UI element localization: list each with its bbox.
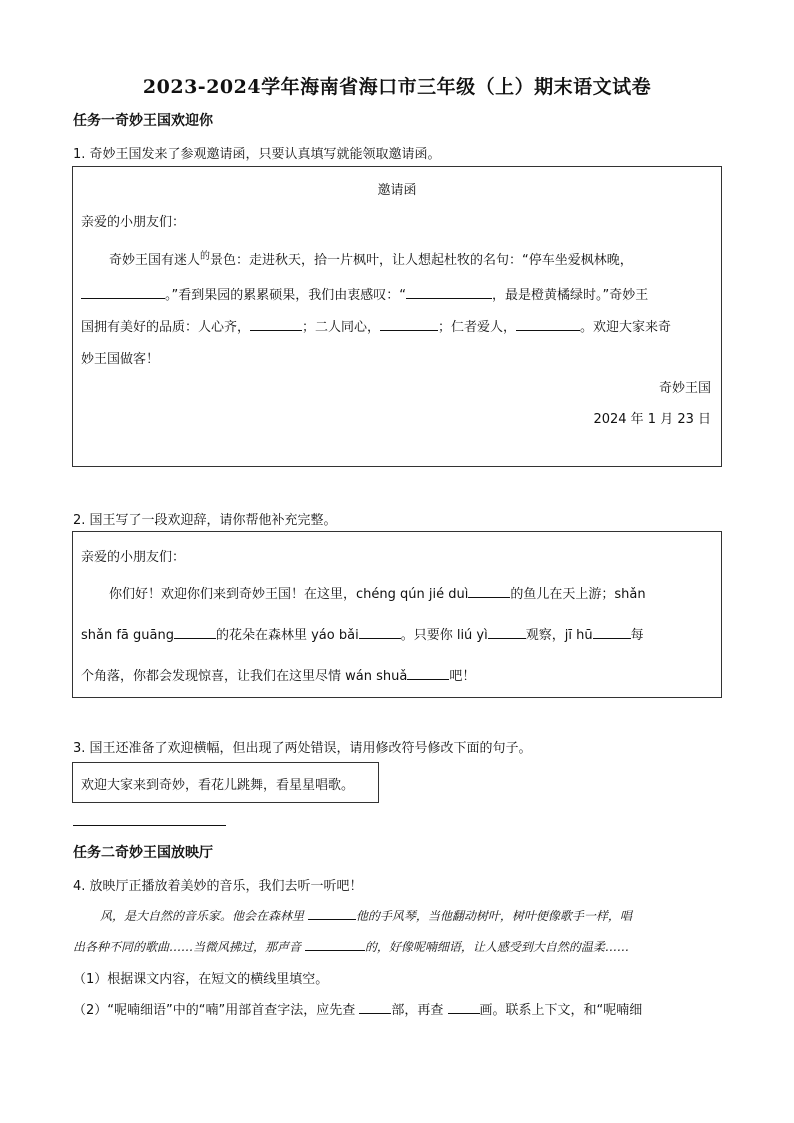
task2-heading: 任务二奇妙王国放映厅 [73, 845, 213, 861]
poem-blank-1[interactable] [81, 285, 165, 299]
q4-prompt: 4. 放映厅正播放着美妙的音乐，我们去听一听吧！ [73, 879, 363, 894]
invitation-line-3: 国拥有美好的品质：人心齐， ；二人同心， ；仁者爱人， 。欢迎大家来奇 [81, 316, 671, 335]
pinyin-blank-2[interactable] [174, 625, 216, 639]
pinyin-blank-5[interactable] [593, 625, 631, 639]
section-divider [73, 825, 226, 826]
welcome-line-1: 你们好！欢迎你们来到奇妙王国！在这里，chéng qún jié duì 的鱼儿在天上游；shǎn [109, 583, 646, 602]
q4-sub1: （1）根据课文内容，在短文的横线里填空。 [73, 972, 329, 987]
task1-heading: 任务一奇妙王国欢迎你 [73, 113, 213, 129]
q2-prompt: 2. 国王写了一段欢迎辞，请你帮他补充完整。 [73, 513, 337, 528]
passage-line-1: 风，是大自然的音乐家。他会在森林里 他的手风琴，当他翻动树叶，树叶便像歌手一样，唱 [100, 906, 632, 924]
q3-prompt: 3. 国王还准备了欢迎横幅，但出现了两处错误，请用修改符号修改下面的句子。 [73, 741, 532, 756]
welcome-line-2: shǎn fā guāng 的花朵在森林里 yáo bǎi 。只要你 liú yì 观察，jī hū 每 [81, 624, 644, 643]
welcome-greeting: 亲爱的小朋友们： [81, 550, 186, 565]
banner-sentence[interactable]: 欢迎大家来到奇妙，看花儿跳舞，看星星唱歌。 [81, 778, 355, 793]
pinyin-blank-6[interactable] [407, 666, 449, 680]
strokes-blank[interactable] [448, 1000, 480, 1014]
invitation-line-4: 妙王国做客！ [81, 352, 160, 367]
page-title: 2023-2024学年海南省海口市三年级（上）期末语文试卷 [142, 76, 652, 98]
invitation-line-1: 奇妙王国有迷人$^的$景色：走进秋天，拾一片枫叶，让人想起杜牧的名句：“停车坐爱枫林晚， [109, 251, 633, 268]
welcome-line-3: 个角落，你都会发现惊喜，让我们在这里尽情 wán shuǎ 吧！ [81, 665, 475, 684]
invitation-date: 2024 年 1 月 23 日 [593, 412, 711, 427]
passage-blank-1[interactable] [308, 906, 356, 920]
banner-box [72, 762, 379, 803]
welcome-box [72, 531, 722, 698]
idiom-blank-3[interactable] [516, 317, 580, 331]
q4-sub2: （2）“呢喃细语”中的“喃”用部首查字法，应先查 部，再查 画。联系上下文，和“呢喃细 [73, 999, 642, 1018]
invitation-line-2: 。”看到果园的累累硕果，我们由衷感叹：“ ，最是橙黄橘绿时。”奇妙王 [81, 284, 648, 303]
passage-line-2: 出各种不同的歌曲……当微风拂过，那声音 的，好像呢喃细语，让人感受到大自然的温柔…… [73, 937, 629, 955]
poem-blank-2[interactable] [406, 285, 492, 299]
invitation-greeting: 亲爱的小朋友们： [81, 215, 186, 230]
q1-prompt: 1. 奇妙王国发来了参观邀请函，只要认真填写就能领取邀请函。 [73, 147, 441, 162]
idiom-blank-2[interactable] [380, 317, 438, 331]
invitation-title: 邀请函 [377, 183, 417, 198]
pinyin-blank-4[interactable] [488, 625, 526, 639]
pinyin-blank-1[interactable] [468, 584, 510, 598]
pinyin-blank-3[interactable] [359, 625, 401, 639]
radical-blank[interactable] [359, 1000, 391, 1014]
invitation-signature: 奇妙王国 [658, 381, 711, 396]
passage-blank-2[interactable] [305, 937, 365, 951]
invitation-box [72, 166, 722, 467]
idiom-blank-1[interactable] [250, 317, 302, 331]
